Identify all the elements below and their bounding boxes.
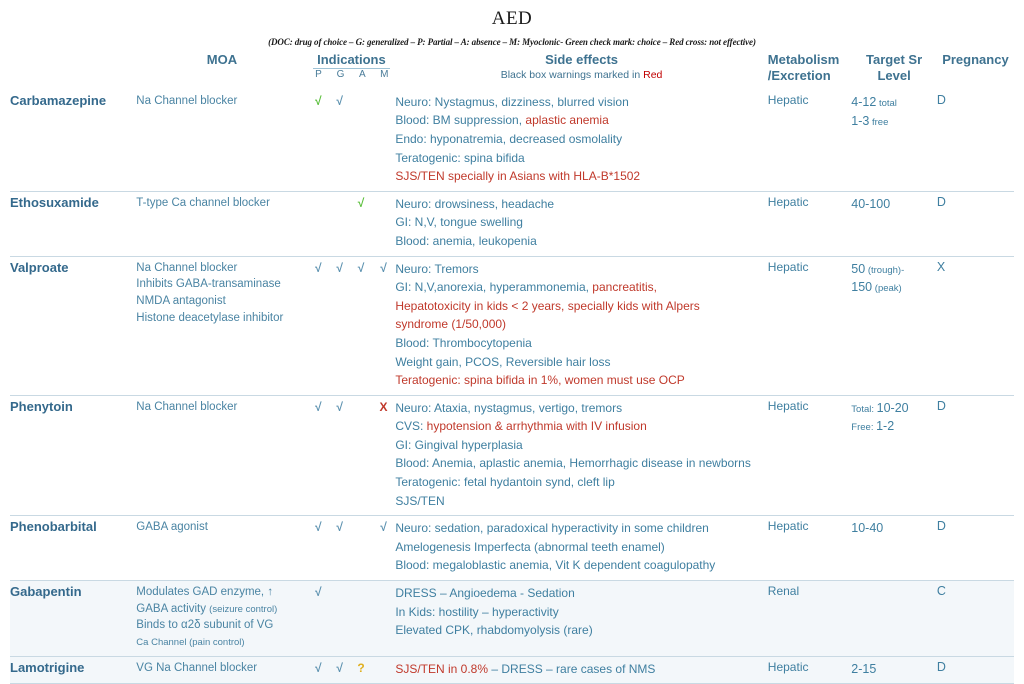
- drug-name: Valproate: [10, 256, 136, 395]
- indication-a: √: [350, 191, 371, 256]
- target-level-line: 50 (trough)-: [851, 261, 905, 276]
- aed-table: [10, 52, 1014, 684]
- moa-line: Ca Channel (pain control): [136, 637, 245, 649]
- header-indications-label: Indications: [313, 52, 390, 69]
- moa-line: Binds to α2δ subunit of VG: [136, 619, 274, 632]
- side-effect-line: Neuro: Tremors: [395, 261, 479, 276]
- side-effect-line: In Kids: hostility – hyperactivity: [395, 604, 559, 619]
- side-effect-line: Blood: Thrombocytopenia: [395, 335, 532, 350]
- moa-cell: [136, 256, 307, 395]
- table-header: [10, 52, 1014, 90]
- side-effects-cell: [395, 191, 767, 256]
- side-effects-cell: [395, 256, 767, 395]
- drug-name: Phenobarbital: [10, 516, 136, 581]
- metabolism-cell: Hepatic: [768, 90, 851, 191]
- target-level-line: 2-15: [851, 661, 877, 676]
- side-effect-line: GI: N,V,anorexia, hyperammonemia, pancreatitis,: [395, 280, 657, 295]
- target-level-line: 10-40: [851, 521, 884, 536]
- moa-cell: [136, 90, 307, 191]
- indication-m: [372, 90, 396, 191]
- moa-line: T-type Ca channel blocker: [136, 196, 270, 209]
- pregnancy-cell: C: [937, 581, 1014, 657]
- side-effect-line: Hepatotoxicity in kids < 2 years, specially kids with Alpers: [395, 298, 700, 313]
- side-effect-line: Elevated CPK, rhabdomyolysis (rare): [395, 623, 593, 638]
- target-level-cell: [851, 395, 937, 516]
- indication-m: [372, 656, 396, 684]
- target-level-cell: [851, 581, 937, 657]
- side-effect-line: Amelogenesis Imperfecta (abnormal teeth enamel): [395, 539, 665, 554]
- side-effect-line: SJS/TEN in 0.8% – DRESS – rare cases of NMS: [395, 661, 656, 676]
- indication-g: [329, 581, 350, 657]
- target-level-line: 1-3 free: [851, 113, 889, 128]
- indication-p: √: [308, 90, 329, 191]
- metabolism-cell: Hepatic: [768, 516, 851, 581]
- drug-name: Gabapentin: [10, 581, 136, 657]
- moa-cell: [136, 516, 307, 581]
- header-se-note-red: Red: [643, 68, 663, 81]
- side-effect-line: DRESS – Angioedema - Sedation: [395, 586, 575, 601]
- side-effects-cell: [395, 90, 767, 191]
- metabolism-cell: Hepatic: [768, 191, 851, 256]
- indication-a: [350, 395, 371, 516]
- metabolism-cell: Renal: [768, 581, 851, 657]
- side-effects-cell: [395, 395, 767, 516]
- drug-name: Lamotrigine: [10, 656, 136, 684]
- drug-name: Ethosuxamide: [10, 191, 136, 256]
- indication-g: √: [329, 256, 350, 395]
- table-row: [10, 516, 1014, 581]
- side-effect-line: Blood: megaloblastic anemia, Vit K dependent coagulopathy: [395, 558, 716, 573]
- side-effects-cell: [395, 516, 767, 581]
- metabolism-cell: Hepatic: [768, 656, 851, 684]
- moa-line: GABA agonist: [136, 521, 208, 534]
- header-ind-a: A: [359, 68, 366, 80]
- indication-a: [350, 581, 371, 657]
- header-metabolism-line1: Metabolism: [767, 51, 840, 67]
- moa-line: NMDA antagonist: [136, 294, 226, 307]
- header-target-level: [851, 52, 937, 90]
- pregnancy-cell: D: [937, 191, 1014, 256]
- table-row: [10, 581, 1014, 657]
- moa-line: GABA activity (seizure control): [136, 602, 278, 615]
- side-effect-line: GI: N,V, tongue swelling: [395, 215, 523, 230]
- indication-p: √: [308, 256, 329, 395]
- moa-cell: [136, 581, 307, 657]
- side-effects-cell: [395, 656, 767, 684]
- side-effects-cell: [395, 581, 767, 657]
- header-target-line1: Target Sr: [866, 51, 923, 67]
- header-metabolism: [768, 52, 851, 90]
- target-level-cell: [851, 90, 937, 191]
- header-indications: [308, 52, 396, 90]
- side-effect-line: Blood: anemia, leukopenia: [395, 233, 537, 248]
- header-ind-m: M: [380, 68, 389, 80]
- header-ind-g: G: [336, 68, 345, 80]
- target-level-line: Free: 1-2: [851, 419, 895, 434]
- header-side-effects-note: [395, 67, 767, 81]
- header-side-effects: [395, 52, 767, 90]
- indication-p: [308, 191, 329, 256]
- pregnancy-cell: D: [937, 516, 1014, 581]
- moa-line: VG Na Channel blocker: [136, 661, 258, 674]
- indication-m: [372, 191, 396, 256]
- header-moa: MOA: [206, 51, 238, 67]
- target-level-cell: [851, 656, 937, 684]
- indication-g: √: [329, 90, 350, 191]
- target-level-line: 40-100: [851, 196, 891, 211]
- side-effect-line: SJS/TEN: [395, 493, 445, 508]
- target-level-line: 4-12 total: [851, 94, 897, 109]
- pregnancy-cell: D: [937, 656, 1014, 684]
- indication-g: √: [329, 395, 350, 516]
- indication-m: X: [372, 395, 396, 516]
- side-effect-line: Neuro: Nystagmus, dizziness, blurred vision: [395, 94, 629, 109]
- indication-p: √: [308, 656, 329, 684]
- side-effect-line: Teratogenic: spina bifida: [395, 150, 525, 165]
- moa-line: Na Channel blocker: [136, 261, 238, 274]
- indication-m: [372, 581, 396, 657]
- indication-a: ?: [350, 656, 371, 684]
- drug-name: Phenytoin: [10, 395, 136, 516]
- header-ind-p: P: [315, 68, 322, 80]
- header-target-line2: Level: [877, 68, 911, 84]
- indication-p: √: [308, 395, 329, 516]
- moa-line: Histone deacetylase inhibitor: [136, 311, 284, 324]
- target-level-cell: [851, 516, 937, 581]
- header-metabolism-line2: /Excretion: [767, 68, 831, 84]
- side-effect-line: Neuro: drowsiness, headache: [395, 196, 555, 211]
- side-effect-line: SJS/TEN specially in Asians with HLA-B*1502: [395, 169, 641, 184]
- moa-line: Na Channel blocker: [136, 400, 238, 413]
- moa-cell: [136, 656, 307, 684]
- target-level-line: Total: 10-20: [851, 400, 909, 415]
- indication-p: √: [308, 581, 329, 657]
- table-row: [10, 256, 1014, 395]
- target-level-line: 150 (peak): [851, 280, 902, 295]
- side-effect-line: Blood: BM suppression, aplastic anemia: [395, 113, 609, 128]
- table-row: [10, 656, 1014, 684]
- indication-m: √: [372, 256, 396, 395]
- page-subtitle: (DOC: drug of choice – G: generalized – P: Partial – A: absence – M: Myoclonic- Green check mark: choice – Red cross: not effective): [268, 36, 756, 47]
- metabolism-cell: Hepatic: [768, 395, 851, 516]
- moa-line: Na Channel blocker: [136, 94, 238, 107]
- side-effect-line: Neuro: Ataxia, nystagmus, vertigo, tremors: [395, 400, 623, 415]
- side-effect-line: GI: Gingival hyperplasia: [395, 437, 523, 452]
- moa-cell: [136, 395, 307, 516]
- indication-g: [329, 191, 350, 256]
- side-effect-line: Blood: Anemia, aplastic anemia, Hemorrhagic disease in newborns: [395, 456, 751, 471]
- table-body: [10, 90, 1014, 684]
- table-row: [10, 395, 1014, 516]
- side-effect-line: Teratogenic: spina bifida in 1%, women must use OCP: [395, 373, 685, 388]
- header-drug: [10, 52, 136, 90]
- moa-line: Modulates GAD enzyme, ↑: [136, 586, 274, 599]
- table-row: [10, 191, 1014, 256]
- side-effect-line: Neuro: sedation, paradoxical hyperactivity in some children: [395, 521, 709, 536]
- table-row: [10, 90, 1014, 191]
- side-effect-line: syndrome (1/50,000): [395, 317, 507, 332]
- indication-m: √: [372, 516, 396, 581]
- moa-line: Inhibits GABA-transaminase: [136, 278, 281, 291]
- drug-name: Carbamazepine: [10, 90, 136, 191]
- side-effect-line: Weight gain, PCOS, Reversible hair loss: [395, 354, 611, 369]
- header-side-effects-label: Side effects: [545, 51, 619, 67]
- page-title: AED: [491, 8, 533, 29]
- pregnancy-cell: X: [937, 256, 1014, 395]
- indication-a: √: [350, 256, 371, 395]
- target-level-cell: [851, 256, 937, 395]
- indication-a: [350, 90, 371, 191]
- indication-g: √: [329, 516, 350, 581]
- header-pregnancy: Pregnancy: [942, 51, 1009, 67]
- pregnancy-cell: D: [937, 90, 1014, 191]
- moa-cell: [136, 191, 307, 256]
- indication-a: [350, 516, 371, 581]
- indication-p: √: [308, 516, 329, 581]
- side-effect-line: CVS: hypotension & arrhythmia with IV infusion: [395, 419, 647, 434]
- indication-g: √: [329, 656, 350, 684]
- side-effect-line: Endo: hyponatremia, decreased osmolality: [395, 131, 623, 146]
- target-level-cell: [851, 191, 937, 256]
- side-effect-line: Teratogenic: fetal hydantoin synd, cleft lip: [395, 475, 615, 490]
- metabolism-cell: Hepatic: [768, 256, 851, 395]
- header-se-note-text: Black box warnings marked in: [500, 68, 644, 81]
- pregnancy-cell: D: [937, 395, 1014, 516]
